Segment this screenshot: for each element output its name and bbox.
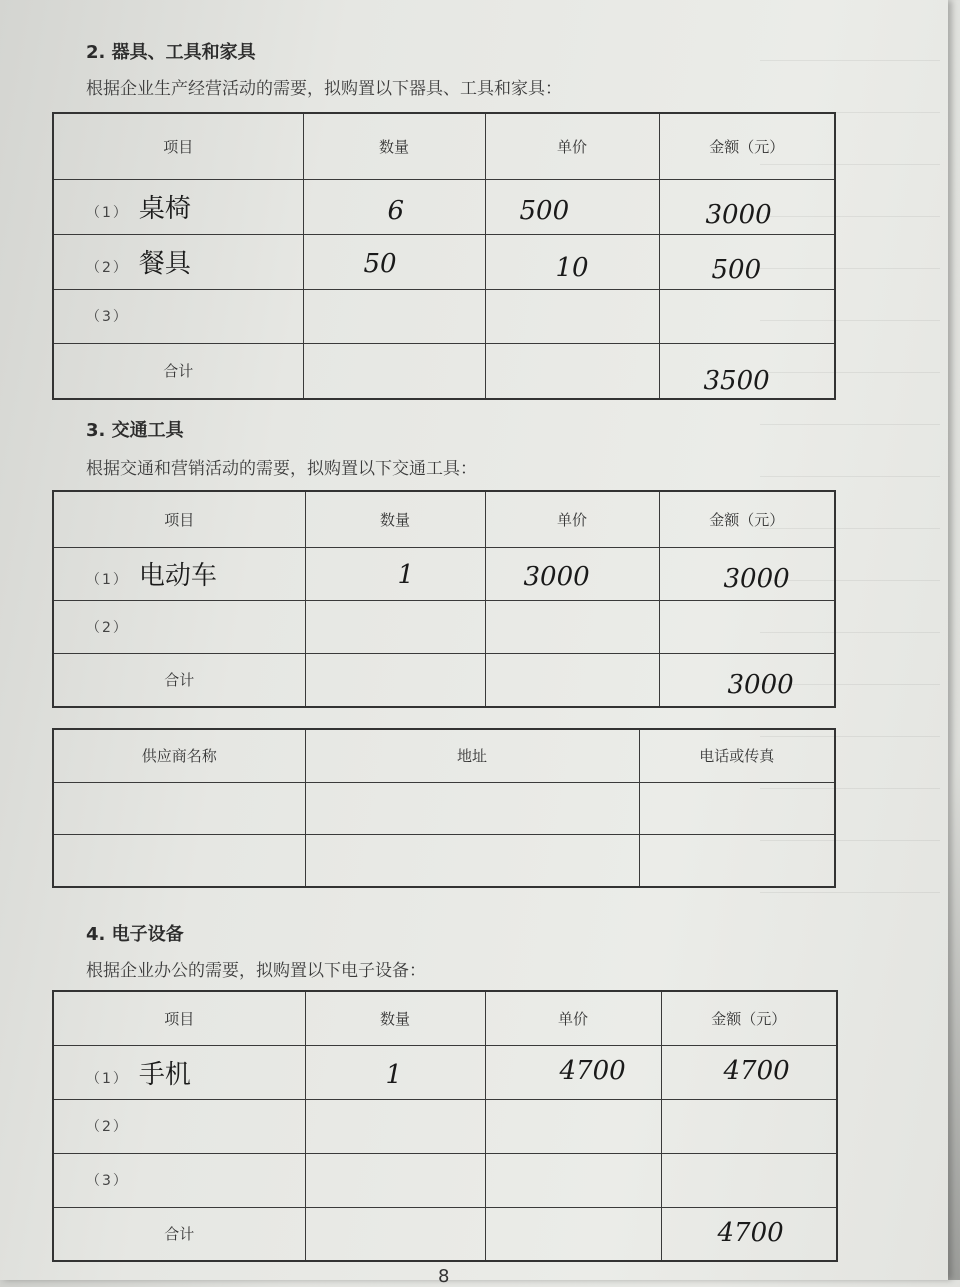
amount-cell	[659, 289, 835, 343]
table-header-row	[53, 491, 835, 547]
qty-cell	[303, 234, 485, 289]
header-price: 单价	[485, 991, 661, 1045]
total-qty-cell	[303, 343, 485, 399]
header-qty: 数量	[305, 991, 485, 1045]
handwritten-item: 餐具	[138, 249, 191, 279]
price-cell	[485, 179, 659, 234]
table-row	[53, 1099, 837, 1153]
price-cell	[485, 1099, 661, 1153]
item-cell	[53, 1045, 305, 1099]
amount-cell	[659, 179, 835, 234]
price-cell	[485, 1045, 661, 1099]
address-cell	[305, 782, 639, 834]
total-price-cell	[485, 343, 659, 399]
handwritten-price: 10	[555, 252, 589, 283]
total-label: 合计	[53, 343, 303, 399]
table-header-row	[53, 729, 835, 782]
handwritten-amount: 3000	[705, 199, 772, 230]
total-row	[53, 343, 835, 399]
table-header-row	[53, 991, 837, 1045]
supplier-name-cell	[53, 834, 305, 887]
header-price: 单价	[485, 113, 659, 179]
price-cell	[485, 1153, 661, 1207]
item-cell	[53, 234, 303, 289]
total-price-cell	[485, 1207, 661, 1261]
item-cell	[53, 179, 303, 234]
row-number: （2）	[86, 260, 129, 276]
qty-cell	[305, 600, 485, 653]
handwritten-price: 3000	[523, 561, 590, 592]
header-item: 项目	[53, 991, 305, 1045]
price-cell	[485, 547, 659, 600]
section4-table	[52, 990, 838, 1262]
table-row	[53, 782, 835, 834]
amount-cell	[659, 234, 835, 289]
total-amount-cell	[661, 1207, 837, 1261]
section4-desc: 根据企业办公的需要，拟购置以下电子设备：	[86, 961, 426, 981]
total-label: 合计	[53, 1207, 305, 1261]
item-cell	[53, 1099, 305, 1153]
item-cell	[53, 1153, 305, 1207]
amount-cell	[659, 600, 835, 653]
section2-desc: 根据企业生产经营活动的需要，拟购置以下器具、工具和家具：	[86, 79, 562, 99]
total-qty-cell	[305, 653, 485, 707]
handwritten-item: 手机	[138, 1059, 191, 1090]
header-amount: 金额（元）	[659, 113, 835, 179]
handwritten-price: 500	[519, 195, 570, 226]
qty-cell	[305, 547, 485, 600]
total-amount-cell	[659, 343, 835, 399]
header-item: 项目	[53, 491, 305, 547]
phone-fax-cell	[639, 834, 835, 887]
header-supplier-name: 供应商名称	[53, 729, 305, 782]
supplier-table	[52, 728, 836, 888]
header-amount: 金额（元）	[661, 991, 837, 1045]
price-cell	[485, 600, 659, 653]
handwritten-amount: 4700	[723, 1055, 790, 1086]
qty-cell	[305, 1153, 485, 1207]
row-number: （1）	[86, 572, 129, 588]
header-phone-fax: 电话或传真	[639, 729, 835, 782]
table-row	[53, 289, 835, 343]
address-cell	[305, 834, 639, 887]
section3-desc: 根据交通和营销活动的需要，拟购置以下交通工具：	[86, 459, 477, 479]
table-row	[53, 547, 835, 600]
total-label: 合计	[53, 653, 305, 707]
section2-table	[52, 112, 836, 400]
page-number: 8	[438, 1266, 450, 1287]
table-header-row	[53, 113, 835, 179]
handwritten-qty: 50	[363, 248, 397, 279]
handwritten-qty: 1	[385, 1059, 403, 1090]
handwritten-item: 桌椅	[138, 194, 191, 224]
item-cell	[53, 547, 305, 600]
row-number: （3）	[86, 1173, 129, 1189]
price-cell	[485, 289, 659, 343]
total-row	[53, 653, 835, 707]
price-cell	[485, 234, 659, 289]
row-number: （2）	[86, 619, 129, 636]
item-cell	[53, 289, 303, 343]
row-number: （1）	[86, 1070, 129, 1087]
amount-cell	[659, 547, 835, 600]
header-qty: 数量	[305, 491, 485, 547]
table-row	[53, 600, 835, 653]
section3-table	[52, 490, 836, 708]
qty-cell	[303, 179, 485, 234]
supplier-name-cell	[53, 782, 305, 834]
table-row	[53, 834, 835, 887]
handwritten-total: 3500	[703, 365, 770, 396]
table-row	[53, 234, 835, 289]
row-number: （1）	[86, 205, 129, 221]
header-address: 地址	[305, 729, 639, 782]
item-cell	[53, 600, 305, 653]
table-row	[53, 179, 835, 234]
qty-cell	[305, 1099, 485, 1153]
qty-cell	[305, 1045, 485, 1099]
section3-title: 3. 交通工具	[86, 420, 184, 441]
section4-title: 4. 电子设备	[86, 924, 184, 945]
handwritten-amount: 3000	[723, 563, 790, 594]
handwritten-item: 电动车	[138, 561, 217, 591]
header-item: 项目	[53, 113, 303, 179]
header-amount: 金额（元）	[659, 491, 835, 547]
total-row	[53, 1207, 837, 1261]
header-price: 单价	[485, 491, 659, 547]
handwritten-total: 4700	[717, 1217, 784, 1248]
header-qty: 数量	[303, 113, 485, 179]
amount-cell	[661, 1153, 837, 1207]
total-amount-cell	[659, 653, 835, 707]
amount-cell	[661, 1045, 837, 1099]
handwritten-qty: 1	[397, 559, 415, 590]
total-price-cell	[485, 653, 659, 707]
table-row	[53, 1045, 837, 1099]
amount-cell	[661, 1099, 837, 1153]
table-row	[53, 1153, 837, 1207]
handwritten-amount: 500	[711, 254, 762, 285]
row-number: （2）	[86, 1119, 129, 1135]
qty-cell	[303, 289, 485, 343]
section2-title: 2. 器具、工具和家具	[86, 42, 256, 63]
handwritten-total: 3000	[727, 669, 794, 700]
handwritten-qty: 6	[387, 195, 405, 226]
total-qty-cell	[305, 1207, 485, 1261]
row-number: （3）	[86, 309, 129, 325]
phone-fax-cell	[639, 782, 835, 834]
handwritten-price: 4700	[559, 1055, 626, 1086]
